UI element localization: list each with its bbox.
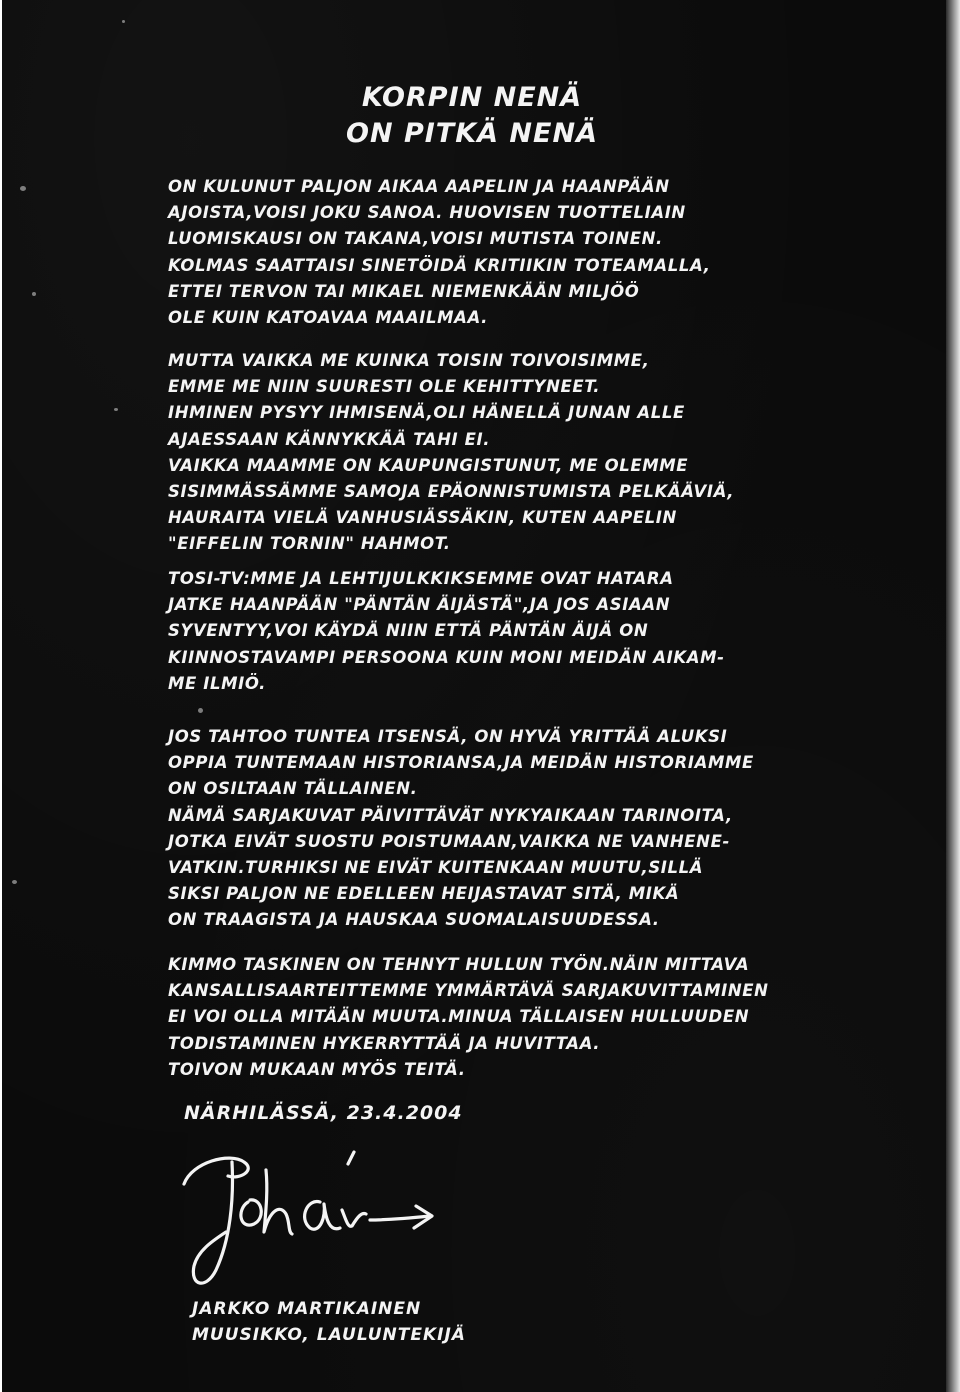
paragraph-4 bbox=[168, 724, 838, 934]
preface-text bbox=[2, 0, 946, 1392]
text-line: KOLMAS SAATTAISI SINETÖIDÄ KRITIIKIN TOTEAMALLA, bbox=[168, 255, 711, 275]
text-line: JATKE HAANPÄÄN "PÄNTÄN ÄIJÄSTÄ",JA JOS ASIAAN bbox=[168, 595, 671, 615]
text-line: ME ILMIÖ. bbox=[168, 673, 266, 693]
text-line: SISIMMÄSSÄMME SAMOJA EPÄONNISTUMISTA PELKÄÄVIÄ, bbox=[168, 482, 735, 502]
text-line: KANSALLISAARTEITTEMME YMMÄRTÄVÄ SARJAKUVITTAMINEN bbox=[168, 981, 769, 1001]
paragraph-2 bbox=[168, 348, 838, 558]
text-line: KIMMO TASKINEN ON TEHNYT HULLUN TYÖN.NÄIN MITTAVA bbox=[168, 955, 750, 974]
author-name: JARKKO MARTIKAINEN bbox=[192, 1299, 422, 1319]
text-line: EMME ME NIIN SUURESTI OLE KEHITTYNEET. bbox=[168, 377, 601, 397]
text-line: AJAESSAAN KÄNNYKKÄÄ TAHI EI. bbox=[168, 429, 491, 449]
text-line: HAURAITA VIELÄ VANHUSIÄSSÄKIN, KUTEN AAPELIN bbox=[168, 508, 677, 528]
text-line: ON OSILTAAN TÄLLAINEN. bbox=[168, 779, 418, 799]
paragraph-1 bbox=[168, 174, 838, 331]
text-line: KIINNOSTAVAMPI PERSOONA KUIN MONI MEIDÄN AIKAM- bbox=[168, 647, 725, 667]
paragraph-5 bbox=[168, 952, 838, 1083]
text-line: IHMINEN PYSYY IHMISENÄ,OLI HÄNELLÄ JUNAN ALLE bbox=[168, 403, 685, 423]
place-date: NÄRHILÄSSÄ, 23.4.2004 bbox=[184, 1102, 463, 1124]
text-line: ON TRAAGISTA JA HAUSKAA SUOMALAISUUDESSA. bbox=[168, 910, 660, 930]
black-page bbox=[2, 0, 946, 1392]
text-line: ON KULUNUT PALJON AIKAA AAPELIN JA HAANPÄÄN bbox=[168, 177, 670, 196]
text-line: VATKIN.TURHIKSI NE EIVÄT KUITENKAAN MUUTU,SILLÄ bbox=[168, 858, 704, 878]
title-line-1: KORPIN NENÄ bbox=[361, 82, 583, 113]
text-line: SIKSI PALJON NE EDELLEEN HEIJASTAVAT SITÄ, MIKÄ bbox=[168, 884, 680, 904]
text-line: EI VOI OLLA MITÄÄN MUUTA.MINUA TÄLLAISEN HULLUUDEN bbox=[168, 1007, 750, 1027]
text-line: OLE KUIN KATOAVAA MAAILMAA. bbox=[168, 308, 489, 328]
text-line: TODISTAMINEN HYKERRYTTÄÄ JA HUVITTAA. bbox=[168, 1033, 601, 1053]
text-line: TOSI-TV:MME JA LEHTIJULKKIKSEMME OVAT HATARA bbox=[168, 569, 674, 588]
text-line: AJOISTA,VOISI JOKU SANOA. HUOVISEN TUOTTELIAIN bbox=[168, 203, 686, 223]
handwritten-signature bbox=[170, 1140, 450, 1300]
text-line: NÄMÄ SARJAKUVAT PÄIVITTÄVÄT NYKYAIKAAN TARINOITA, bbox=[168, 805, 733, 825]
text-line: ETTEI TERVON TAI MIKAEL NIEMENKÄÄN MILJÖÖ bbox=[168, 281, 640, 301]
page-edge bbox=[946, 0, 960, 1392]
text-line: JOTKA EIVÄT SUOSTU POISTUMAAN,VAIKKA NE VANHENE- bbox=[168, 831, 730, 851]
text-line: LUOMISKAUSI ON TAKANA,VOISI MUTISTA TOINEN. bbox=[168, 229, 663, 249]
text-line: VAIKKA MAAMME ON KAUPUNGISTUNUT, ME OLEMME bbox=[168, 455, 689, 475]
paragraph-3 bbox=[168, 566, 838, 697]
title-line-2: ON PITKÄ NENÄ bbox=[346, 118, 598, 149]
text-line: OPPIA TUNTEMAAN HISTORIANSA,JA MEIDÄN HISTORIAMME bbox=[168, 753, 754, 773]
page-title bbox=[302, 80, 642, 152]
signature-block bbox=[192, 1296, 466, 1348]
text-line: TOIVON MUKAAN MYÖS TEITÄ. bbox=[168, 1059, 466, 1079]
author-role: MUUSIKKO, LAULUNTEKIJÄ bbox=[192, 1325, 466, 1345]
text-line: SYVENTYY,VOI KÄYDÄ NIIN ETTÄ PÄNTÄN ÄIJÄ ON bbox=[168, 621, 649, 641]
text-line: "EIFFELIN TORNIN" HAHMOT. bbox=[168, 534, 451, 554]
text-line: MUTTA VAIKKA ME KUINKA TOISIN TOIVOISIMME, bbox=[168, 351, 650, 370]
text-line: JOS TAHTOO TUNTEA ITSENSÄ, ON HYVÄ YRITTÄÄ ALUKSI bbox=[168, 727, 728, 746]
